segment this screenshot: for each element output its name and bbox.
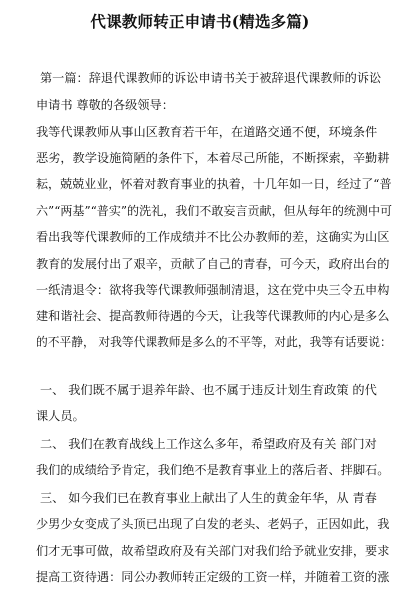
document-title: 代课教师转正申请书(精选多篇): [90, 12, 310, 31]
list-item-line: 我们的成绩给予肯定，我们绝不是教育事业上的落后者、拌脚石。: [36, 463, 390, 477]
paragraph-line: 恶劣，教学设施简陋的条件下，本着尽己所能，不断探索，辛勤耕: [36, 151, 390, 165]
list-item-line: 课人员。: [36, 409, 85, 423]
paragraph-line: 看出我等代课教师的工作成绩并不比公办教师的差，这确实为山区: [36, 230, 390, 244]
paragraph-line: 耘，兢兢业业，怀着对教育事业的执着，十几年如一日，经过了“普: [36, 177, 392, 191]
list-item-line: 少男少女变成了头顶已出现了白发的老头、老妈子，正因如此，我: [36, 517, 390, 531]
list-item-line: 一、 我们既不属于退养年龄、也不属于违反计划生育政策 的代: [40, 383, 377, 397]
list-item-line: 三、 如今我们已在教育事业上献出了人生的黄金年华，从 青春: [40, 491, 377, 505]
list-item-line: 们才无事可做，故希望政府及有关部门对我们给予就业安排，要求: [36, 544, 390, 558]
paragraph-line: 申请书 尊敬的各级领导：: [36, 98, 174, 112]
paragraph-line: 教育的发展付出了艰辛，贡献了自己的青春，可今天，政府出台的: [36, 257, 390, 271]
paragraph-line: 的不平静， 对我等代课教师是多么的不平等，对此，我等有话要说：: [36, 335, 392, 349]
list-item-line: 提高工资待遇：同公办教师转正定级的工资一样，并随着工资的涨: [36, 570, 390, 584]
paragraph-line: 一纸清退令：欲将我等代课教师强制清退，这在党中央三令五申构: [36, 283, 390, 297]
paragraph-line: 第一篇：辞退代课教师的诉讼申请书关于被辞退代课教师的诉讼: [40, 71, 382, 85]
paragraph-line: 我等代课教师从事山区教育若干年，在道路交通不便，环境条件: [36, 125, 378, 139]
paragraph-line: 建和谐社会、提高教师待遇的今天，让我等代课教师的内心是多么: [36, 309, 390, 323]
paragraph-line: 六”“两基”“普实”的洗礼，我们不敢妄言贡献，但从每年的统测中可: [36, 204, 393, 218]
list-item-line: 二、 我们在教育战线上工作这么多年，希望政府及有关 部门对: [40, 437, 377, 451]
